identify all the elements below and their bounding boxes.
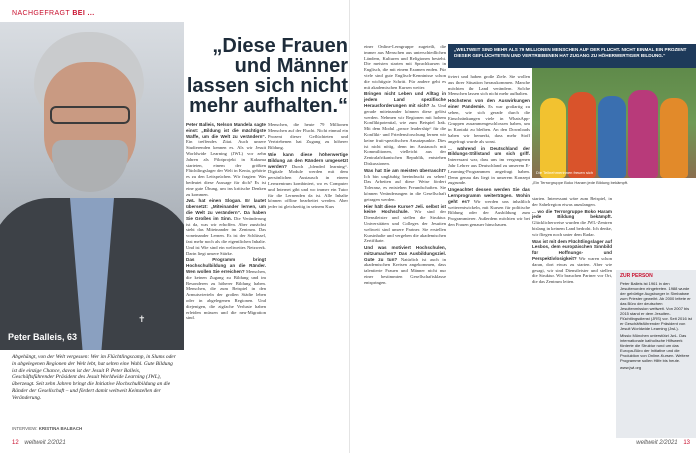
glasses-shape — [50, 106, 130, 124]
section-header-suffix: BEI ... — [72, 10, 95, 17]
paragraph: Menschen, die heute 79 Millionen Menschen auf der Flucht. Nicht einmal ein Prozent dieser Geflüchteten und Vertriebenen hat Zugang zu höherer Bildung. — [268, 122, 348, 151]
page-number: 12 — [12, 440, 19, 446]
paragraph: einer Online-Lerngruppe zugeteilt, die immer aus Menschen aus unterschiedlichen Ländern, Kulturen und Religionen besteht. Die meisten starten mit Sprachkursen in Englisch, die mit einem Examen enden. Für viele sind gute Englisch-Kenntnisse schon die wichtigste Schritt. Für andere geht es mit akademischen Kursen weiter. — [364, 44, 446, 90]
intro-text: Abgehängt, von der Welt vergessen: Wer im Flüchtlingscamp, in Slums oder in abgelegenen Regionen der Welt lebt, hat selten eine Wahl. Gute Bildung ist die einzige Chance, davon ist der Jesuit P. Peter Balleis, Geschäftsführender Präsident des Jesuit Worldwide Learning (JWL), überzeugt. Seit zehn Jahren bringt die Initiative Hochschulbildung an die Ränder der Gesellschaft – und fördert damit weltweit Keimzellen der Veränderung. — [12, 354, 176, 401]
footer-right — [636, 440, 690, 446]
page-divider — [349, 0, 350, 453]
article-column-4 — [448, 74, 530, 229]
page-number: 13 — [683, 440, 690, 446]
paragraph: Hier hält diese Kurse? Jeli. selbst ist keine Hochschule. Wir sind der Dienstleister und stellen die Struktur. Universitäten und Colleges der Jesuiten weltweit sind unsere Partner. Sie erstellen Kursinhalte und vergeben die akademischen Zertifikate. — [364, 203, 446, 244]
person-info-box — [616, 270, 696, 438]
article-column-1 — [186, 122, 266, 322]
article-column-3 — [364, 44, 446, 287]
paragraph: Wie kann diese höherwertige Bildung an den Rändern umgesetzt werden? Durch „blended learning“. Digitale Module werden mit dem persönlichen Austausch in einem Lernzentrum kombiniert, wo es Computer und Internet gibt und wo immer ein Tutor für die Lernenden da ist. Alle Inhalte können offline bearbeitet werden. Aber jeder ist gleichzeitig in seinem Kurs — [268, 151, 348, 210]
magazine-name: weltweit 2/2021 — [636, 440, 678, 446]
paragraph: Ungeachtet dessen werden Sie das Lernprogramm weiterträgen. Wohin geht es? Wir werden uns inhaltlich weiterentwickeln, mit Kursen für politische Bildung oder der Ausbildung zum Programmierer. Außerdem möchten wir bei den Frauen genauer hinschauen. — [448, 187, 531, 227]
paragraph: Höchstens von den Auswirkungen einer Pandemie. Es war großartig zu sehen, wie sich gerade durch die Einschränkungen viele in WhatsApp-Gruppen zusammengeschlossen haben, um in Kontakt zu bleiben. An den Downloads haben wir bemerkt, dass mehr Stoff angefragt wurde als sonst. — [448, 98, 531, 144]
cross-pin-icon: ✝ — [138, 314, 146, 324]
photo-caption: Peter Balleis, 63 — [8, 332, 78, 342]
paragraph: ... während in Deutschland der Bildungs-Stillstand um sich griff. Interessant war, dass uns im vergangenen Jahr Lehrer aus Deutschland zu unserem E-Learning-Programmen angefragt haben. Denn genau das liegt in unserem Konzept zugrunde. — [448, 145, 530, 186]
group-photo — [532, 68, 696, 178]
paragraph: Was hat Sie am meisten überrascht? Ich bin ungläubig beeindruckt zu sehen! Das Arbeiten auf diese Weise fördert Toleranz, es entstehen Freundschaften. Sie können Veränderungen in die Gesellschaft getragen werden. — [364, 167, 446, 202]
article-column-5 — [532, 196, 612, 286]
footer-left — [12, 440, 66, 446]
paragraph: Was ist mit dem Flüchtlingslager auf Lesbos, dem europäischen Sinnbild für Hoffnungs- und Perspektivlosigkeit? Wir waren schon daran, dort etwas zu starten. Aber wie gesagt, wir sind Dienstleister und stellen die Struktur. Wir brauchen Partner vor Ort, die das Zentrum leiten. — [532, 238, 612, 285]
group-photo-caption: Die Teilnehmerinnen freuen sich — [536, 170, 594, 175]
side-caption: „Ein Terrorgruppe Boko Haram jede Bildung bekämpft. — [532, 180, 629, 185]
interview-credits: INTERVIEW: KRISTINA BALBACH — [12, 426, 83, 431]
pull-quote-banner: „WELTWEIT SIND MEHR ALS 79 MILLIONEN MENSCHEN AUF DER FLUCHT. NICHT EINMAL EIN PROZENT DIESER GEFLÜCHTETEN UND VERTRIEBENEN HAT ZUGANG ZU HÖHERWERTIGER BILDUNG.“ — [448, 44, 696, 68]
person-box-link[interactable]: www.jwl.org — [620, 365, 642, 370]
person-box-text: Peter Balleis ist 1961 in den Jesuitenorden eingetreten. 1988 wurde der gebürtige Augsburger in Simbabwe zum Priester geweiht. Ab 2000 leitete er das Büro der deutschen Jesuitenmission weltweit. Von 2007 bis 2015 stand er dem Jesuiten-Flüchtlingsdienst (JRS) vor. Seit 2016 ist er Geschäftsführender Präsident von Jesuit Worldwide Learning (JwL). — [620, 281, 692, 331]
paragraph: Und was motiviert Hochschulen, mitzumachen? Das Ausbildungsziel. Gute zu tun? Natürlich ist auch in akademischen Kreisen angekommen, dass talentierte Frauen und Männer nicht nur einer bestimmten Gesellschaftsklasse entspringen. — [364, 245, 446, 285]
paragraph: Das Programm bringt Hochschulbildung an die Ränder. Wen wollen Sie erreichen? Menschen, die keinen Zugang zu Bildung und im Besonderen zu höherer Bildung haben. Menschen, die zum Beispiel in den Armutsvierteln der großen Städte leben oder in abgelegenen Regionen. Und diejenigen, die zigfache Verluste haben erleiden müssen und die neu-Migration sind. — [186, 257, 266, 321]
article-column-2 — [268, 122, 348, 211]
paragraph: JwL hat einen Slogan. Er lautet übersetzt: „Miteinander lernen, um die Welt zu verändern“. Da haben Sie Großes im Sinn. Die Veränderung ist da, was wir erhoffen. Aber zunächst steht das Miteinander im Zentrum. Das voneinander Lernen. Es ist der Schlüssel, fast mehr noch als die eigentlichen Inhalte. Und ist Wie sind ein weltweites Netzwerk. Darin liegt unsere Stärke. — [186, 198, 266, 256]
paragraph: ... wo die Terrorgruppe Boko Haram jede Bildung bekämpft. Glücklicherweise wurden die JWL-Zentren bislang in keinem Land bedroht. Ich denke, wir fliegen noch unter dem Radar. — [532, 208, 612, 237]
portrait-photo — [0, 22, 184, 350]
magazine-name: weltweit 2/2021 — [24, 440, 66, 446]
person-box-title: ZUR PERSON — [620, 273, 653, 279]
headline: „Diese Frauen und Männer lassen sich nicht mehr aufhalten.“ — [186, 35, 348, 117]
paragraph: starten. Interessant wäre zum Beispiel, in der Sahelregion etwas anzulangen. — [532, 196, 612, 207]
person-box-text: Missio München unterstützt JwL. Das internationale katholische Hilfswerk förderte die Struktur rund um das Europa-Büro der Initiative und die Produktion von Online-Kursen. Weitere Programme sollen Hilfe bis heute. — [620, 333, 690, 363]
section-header — [12, 10, 95, 17]
paragraph: Bringen nicht Leben und Alltag in jedem Land spezifische Herausforderungen mit sich? Ja. Und gerade miteinander können diese gelöst werden. Nehmen wir Regionen mit hohem Konfliktpotential, wie zum Beispiel Irak. Mit dem Modul „peace leadership“ für die Konflikt- und Friedensforschung lernen wir keine fruit-spezifischen Ansatzpunkte. Dies ist nicht nötig, denn im Austausch mit Kommilitonen, vielleicht aus der Zentralafrikanischen Republik, entstehen Diskussionen. — [364, 91, 446, 166]
paragraph: Peter Balleis, Nelson Mandela sagte einst: „Bildung ist die mächtigste Waffe, um die Welt zu verändern“. Ein treffendes Zitat. Auch unsere Studierenden kennen es. Als wir Jesuit Worldwide Learning (JWL) vor zehn Jahren als Pilotprojekt in Kakuma starteten, einem der größten Flüchtlingslager der Welt in Kenia, gehörte es zu den Leitsprüchen. Wir fragten: Was bedeutet diese Aussage für dich? Es ist eine gute Übung, um ins kritische Denken zu kommen. — [186, 122, 266, 197]
paragraph: tiviert und haben große Ziele. Sie wollen aus ihrer Situation herauskommen. Manche möchten ihr Land verändern. Solche Menschen lassen sich nicht mehr aufhalten. — [448, 74, 530, 97]
section-header-prefix: NACHGEFRAGT — [12, 10, 70, 17]
